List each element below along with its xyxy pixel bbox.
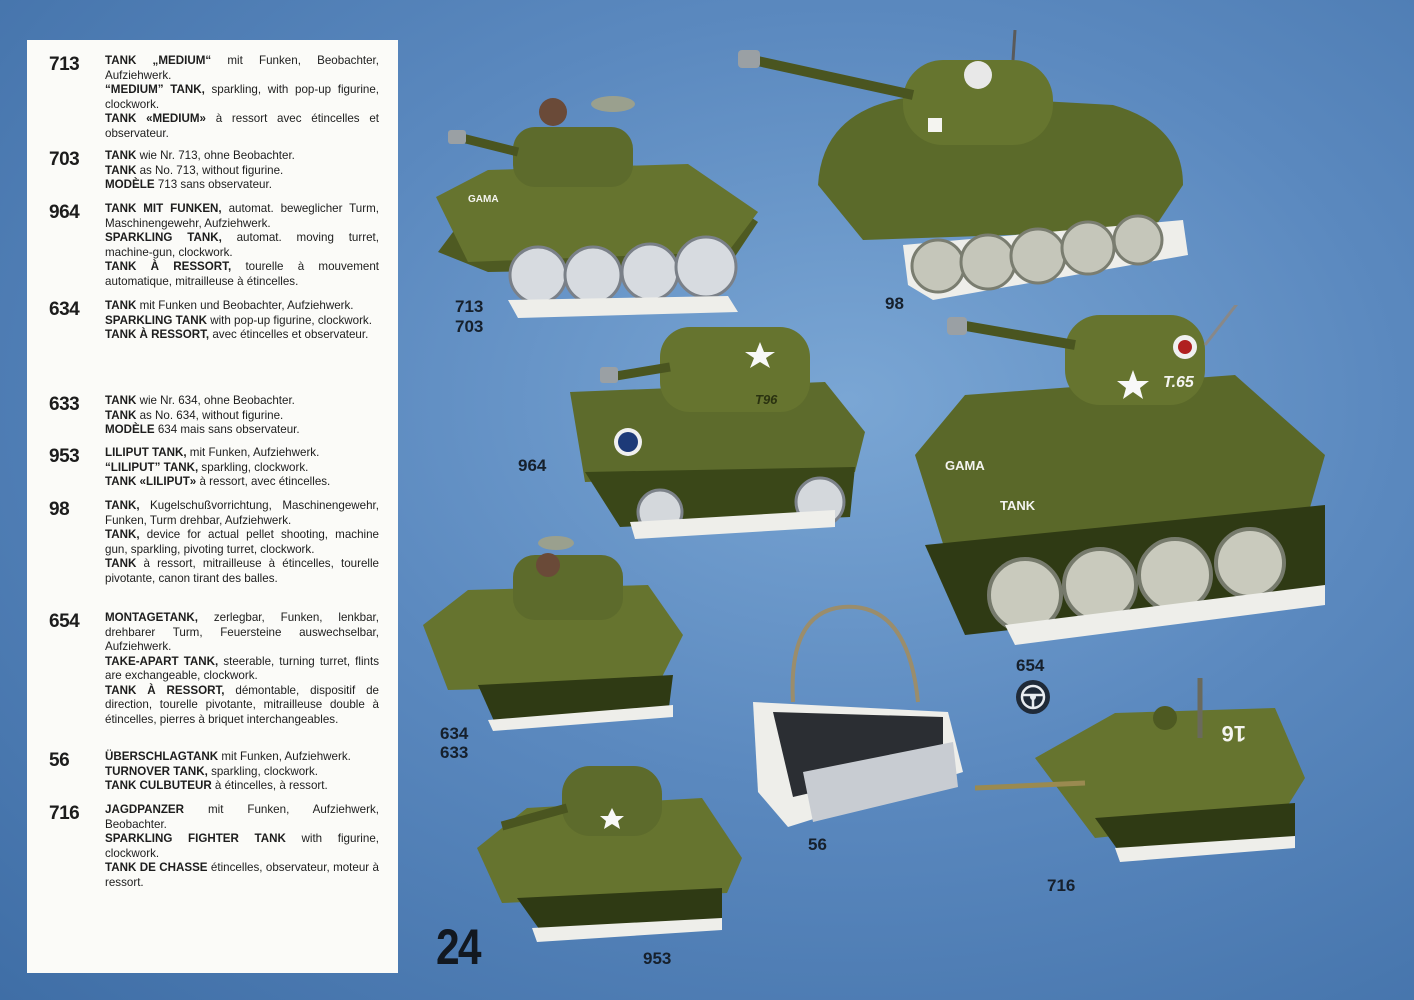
item-description: TANK MIT FUNKEN, automat. beweglicher Turm, Maschinengewehr, Aufziehwerk. SPARKLING TANK, automat. moving turret, machine-gun, clockwork. TANK À RESSORT, tourelle à mouvement automatique, mitrailleuse à étincelles. (105, 202, 379, 288)
item-description: TANK „MEDIUM“ mit Funken, Beobachter, Aufziehwerk. “MEDIUM” TANK, sparkling, with pop-up figurine, clockwork. TANK «MEDIUM» à ressort avec étincelles et observateur. (105, 54, 380, 140)
page-number: 24 (436, 919, 480, 975)
svg-text:GAMA: GAMA (945, 458, 985, 473)
catalog-entry-654 (49, 611, 379, 727)
item-description: TANK, Kugelschußvorrichtung, Maschinengewehr, Funken, Turm drehbar, Aufziehwerk. TANK, device for actual pellet shooting, machine gun, sparkling, pivoting turret, clockwork. TANK à ressort, mitrailleuse à étincelles, tourelle pivotante, canon tirant des balles. (105, 499, 379, 585)
catalog-text-panel (27, 40, 398, 973)
item-number: 964 (49, 202, 80, 223)
tank-654-image (905, 305, 1350, 665)
photo-label-716: 716 (1047, 876, 1076, 895)
tank-964-image (565, 322, 875, 547)
svg-text:TANK: TANK (1000, 498, 1036, 513)
item-number: 703 (49, 149, 80, 170)
svg-text:T.65: T.65 (1163, 374, 1194, 391)
steering-wheel-icon (1016, 680, 1050, 714)
photo-label-634: 634 (440, 724, 469, 743)
item-description: TANK mit Funken und Beobachter, Aufziehwerk. SPARKLING TANK with pop-up figurine, clockwork. TANK À RESSORT, avec étincelles et observateur. (105, 299, 372, 342)
svg-text:16: 16 (1221, 721, 1246, 746)
item-description: ÜBERSCHLAGTANK mit Funken, Aufziehwerk. TURNOVER TANK, sparkling, clockwork. TANK CULBUTEUR à étincelles, à ressort. (105, 750, 351, 793)
item-number: 654 (49, 611, 80, 632)
catalog-entry-633 (49, 394, 379, 438)
item-number: 56 (49, 750, 70, 771)
item-number: 98 (49, 499, 70, 520)
svg-text:GAMA: GAMA (468, 194, 499, 205)
tank-953-image (472, 758, 747, 948)
item-number: 633 (49, 394, 80, 415)
photo-label-964: 964 (518, 456, 547, 475)
catalog-entry-953 (49, 446, 379, 490)
svg-text:T96: T96 (755, 392, 778, 407)
photo-label-633: 633 (440, 743, 469, 762)
catalog-entry-716 (49, 803, 379, 890)
tank-98-image (733, 30, 1203, 305)
photo-label-56: 56 (808, 835, 827, 854)
item-description: MONTAGETANK, zerlegbar, Funken, lenkbar, drehbarer Turm, Feuersteine auswechselbar, Aufziehwerk. TAKE-APART TANK, steerable, turning turret, flints are exchangeable, clockwork. TANK À RESSORT, démontable, dispositif de direction, tourelle pivotante, mitrailleuse double à étincelles, pierres à briquet interchangeables. (105, 611, 379, 726)
catalog-entry-56 (49, 750, 379, 794)
photo-label-703: 703 (455, 317, 484, 336)
item-description: LILIPUT TANK, mit Funken, Aufziehwerk. “LILIPUT” TANK, sparkling, clockwork. TANK «LILIPUT» à ressort, avec étincelles. (105, 446, 331, 489)
item-description: TANK wie Nr. 634, ohne Beobachter. TANK as No. 634, without figurine. MODÈLE 634 mais sans observateur. (105, 394, 300, 437)
catalog-entry-713 (49, 54, 379, 141)
tank-713-image (428, 92, 763, 324)
catalog-entry-964 (49, 202, 379, 289)
item-number: 716 (49, 803, 80, 824)
photo-label-953: 953 (643, 949, 672, 968)
photo-label-713: 713 (455, 297, 484, 316)
item-description: JAGDPANZER mit Funken, Aufziehwerk, Beobachter. SPARKLING FIGHTER TANK with figurine, clockwork. TANK DE CHASSE étincelles, observateur, moteur à ressort. (105, 803, 379, 889)
catalog-entry-634 (49, 299, 379, 343)
photo-label-98: 98 (885, 294, 904, 313)
catalog-entry-98 (49, 499, 379, 586)
tank-56-image (748, 592, 968, 832)
item-number: 634 (49, 299, 80, 320)
item-number: 953 (49, 446, 80, 467)
photo-label-654: 654 (1016, 656, 1045, 675)
tank-634-image (418, 535, 688, 735)
catalog-entry-703 (49, 149, 379, 193)
item-description: TANK wie Nr. 713, ohne Beobachter. TANK as No. 713, without figurine. MODÈLE 713 sans observateur. (105, 149, 295, 192)
item-number: 713 (49, 54, 80, 75)
